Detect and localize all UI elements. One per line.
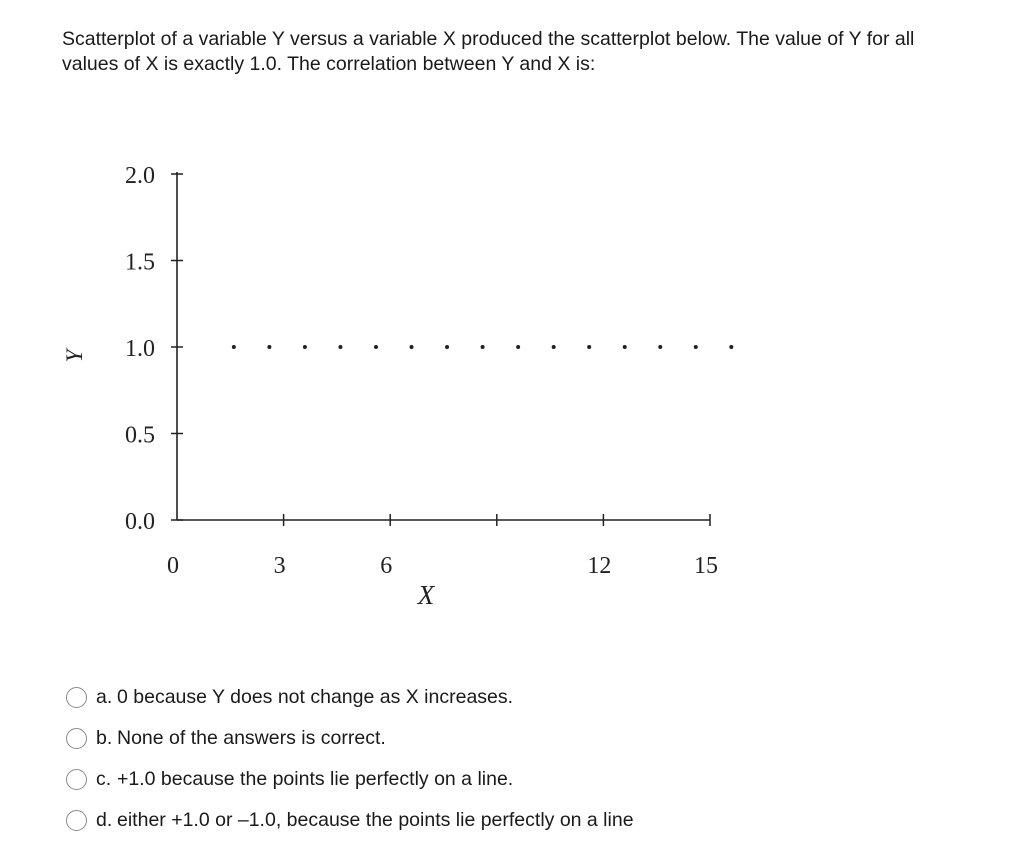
data-point xyxy=(338,345,342,349)
y-tick-label: 2.0 xyxy=(125,163,155,189)
data-point xyxy=(410,345,414,349)
answer-choices xyxy=(66,677,634,841)
y-tick-label: 1.5 xyxy=(125,249,155,276)
choice-letter: b. xyxy=(96,727,113,749)
data-point xyxy=(729,345,733,349)
y-axis-label: Y xyxy=(62,349,87,363)
x-axis xyxy=(167,514,718,579)
choice-letter: a. xyxy=(96,686,113,708)
choice-letter: c. xyxy=(96,768,112,790)
x-tick-label: 0 xyxy=(167,553,179,579)
choice-letter: d. xyxy=(96,809,113,831)
y-axis xyxy=(125,163,183,535)
x-tick-label: 12 xyxy=(587,553,612,579)
choice-text: +1.0 because the points lie perfectly on a line. xyxy=(117,768,514,790)
data-point xyxy=(374,345,378,349)
question-line-2: values of X is exactly 1.0. The correlation between Y and X is: xyxy=(62,53,596,75)
choice-text: 0 because Y does not change as X increases. xyxy=(117,686,514,708)
data-point xyxy=(623,345,627,349)
question-line-1: Scatterplot of a variable Y versus a variable X produced the scatterplot below. The value of Y for all xyxy=(62,28,915,50)
x-tick-label: 15 xyxy=(694,553,718,579)
data-point xyxy=(587,345,591,349)
data-point xyxy=(267,345,271,349)
y-tick-label: 1.0 xyxy=(125,336,155,362)
choice-b[interactable] xyxy=(66,718,634,759)
data-point xyxy=(481,345,485,349)
x-tick-label: 3 xyxy=(273,553,286,579)
y-tick-label: 0.0 xyxy=(125,509,155,535)
data-point xyxy=(516,345,520,349)
choice-text: None of the answers is correct. xyxy=(117,727,386,749)
data-point xyxy=(232,345,236,349)
data-point xyxy=(445,345,449,349)
radio-button-c[interactable] xyxy=(66,769,87,790)
choice-d[interactable] xyxy=(66,800,634,841)
choice-text: either +1.0 or –1.0, because the points lie perfectly on a line xyxy=(117,809,634,831)
data-point xyxy=(552,345,556,349)
data-point xyxy=(303,345,307,349)
data-point xyxy=(694,345,698,349)
radio-button-b[interactable] xyxy=(66,728,87,749)
radio-button-d[interactable] xyxy=(66,810,87,831)
y-tick-label: 0.5 xyxy=(125,422,155,449)
x-tick-label: 6 xyxy=(380,553,393,579)
choice-a[interactable] xyxy=(66,677,634,718)
x-axis-label: X xyxy=(417,580,435,610)
choice-c[interactable] xyxy=(66,759,634,800)
radio-button-a[interactable] xyxy=(66,687,87,708)
data-point xyxy=(658,345,662,349)
